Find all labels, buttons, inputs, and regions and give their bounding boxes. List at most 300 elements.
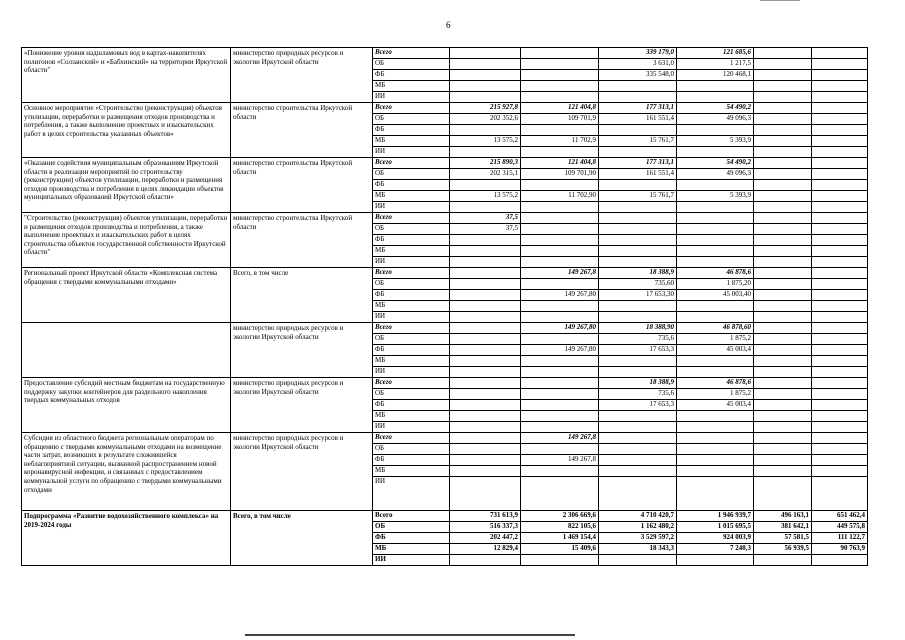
amount-cell [450,455,521,466]
amount-cell: 121 404,8 [521,103,599,114]
amount-cell: 18 388,9 [599,268,677,279]
amount-cell [754,334,812,345]
amount-cell: 49 096,3 [677,114,754,125]
amount-cell: 1 875,20 [677,279,754,290]
table-row [22,511,868,522]
funding-source-cell: МБ [373,81,450,92]
amount-cell: 11 702,9 [521,136,599,147]
amount-cell [521,477,599,511]
amount-cell [812,213,868,224]
amount-cell [754,169,812,180]
amount-cell: 46 878,60 [677,323,754,334]
amount-cell [450,411,521,422]
amount-cell [812,444,868,455]
amount-cell [450,555,521,566]
amount-cell: 202 315,1 [450,169,521,180]
amount-cell [599,411,677,422]
amount-cell [754,279,812,290]
amount-cell: 5 393,9 [677,191,754,202]
amount-cell: 17 653,3 [599,345,677,356]
amount-cell [754,224,812,235]
amount-cell [754,301,812,312]
amount-cell: 215 890,3 [450,158,521,169]
amount-cell [521,224,599,235]
amount-cell [450,279,521,290]
amount-cell: 18 388,90 [599,323,677,334]
amount-cell [677,455,754,466]
funding-source-cell: Всего [373,433,450,444]
funding-source-cell: Всего [373,511,450,522]
amount-cell [599,312,677,323]
amount-cell [754,103,812,114]
amount-cell [677,213,754,224]
amount-cell [812,136,868,147]
amount-cell: 120 468,1 [677,70,754,81]
activity-name: Предоставление субсидий местным бюджетам на государственную поддержку закупки контейнеров для раздельного накопления твердых коммунальных отходов [22,378,231,433]
amount-cell [521,125,599,136]
amount-cell [754,158,812,169]
amount-cell [812,70,868,81]
amount-cell [754,323,812,334]
amount-cell [677,477,754,511]
top-edge-mark [760,0,800,2]
amount-cell [450,422,521,433]
executor-name: министерство строительства Иркутской области [231,158,373,213]
amount-cell [677,202,754,213]
amount-cell [812,268,868,279]
amount-cell: 17 653,3 [599,400,677,411]
amount-cell [521,246,599,257]
activity-name: Субсидия из областного бюджета региональным операторам по обращению с твердыми коммунальными отходами на возмещение части затрат, возникших в результате сложившейся неблагоприятной ситуации, вызванной распространением новой коронавирусной инфекции, и связанных с предоставлением коммунальной услуги по обращению с твердыми коммунальными отходами [22,433,231,511]
amount-cell [599,213,677,224]
funding-source-cell: ОБ [373,334,450,345]
amount-cell [599,477,677,511]
amount-cell [521,555,599,566]
amount-cell: 17 653,30 [599,290,677,301]
funding-source-cell: Всего [373,268,450,279]
amount-cell: 161 551,4 [599,114,677,125]
funding-source-cell: ОБ [373,169,450,180]
funding-source-cell: МБ [373,246,450,257]
amount-cell [812,301,868,312]
table-row [22,158,868,169]
amount-cell [754,246,812,257]
funding-source-cell: Всего [373,378,450,389]
amount-cell: 161 551,4 [599,169,677,180]
funding-source-cell: ИИ [373,477,450,511]
amount-cell [599,367,677,378]
table-row [22,323,868,334]
amount-cell [677,411,754,422]
amount-cell [812,114,868,125]
executor-name: министерство природных ресурсов и экологии Иркутской области [231,433,373,511]
amount-cell: 54 490,2 [677,158,754,169]
funding-source-cell: МБ [373,411,450,422]
amount-cell [450,147,521,158]
funding-source-cell: ФБ [373,400,450,411]
amount-cell [812,422,868,433]
amount-cell [599,235,677,246]
amount-cell [812,477,868,511]
amount-cell [599,180,677,191]
amount-cell [754,411,812,422]
amount-cell: 177 313,1 [599,158,677,169]
amount-cell [450,202,521,213]
amount-cell: 7 240,3 [677,544,754,555]
amount-cell: 12 829,4 [450,544,521,555]
amount-cell [812,400,868,411]
amount-cell: 735,6 [599,389,677,400]
amount-cell [754,235,812,246]
amount-cell [521,235,599,246]
funding-source-cell: ФБ [373,180,450,191]
amount-cell: 37,5 [450,224,521,235]
amount-cell [812,169,868,180]
amount-cell [812,466,868,477]
funding-source-cell: Всего [373,213,450,224]
amount-cell [450,70,521,81]
amount-cell: 149 267,80 [521,345,599,356]
amount-cell [812,312,868,323]
amount-cell [812,279,868,290]
funding-source-cell: ИИ [373,257,450,268]
amount-cell [521,180,599,191]
amount-cell: 111 122,7 [812,533,868,544]
amount-cell [812,378,868,389]
amount-cell [754,213,812,224]
amount-cell [599,455,677,466]
funding-source-cell: Всего [373,48,450,59]
funding-source-cell: ИИ [373,147,450,158]
funding-source-cell: ОБ [373,224,450,235]
table-row [22,378,868,389]
amount-cell [812,180,868,191]
amount-cell [754,477,812,511]
amount-cell [521,367,599,378]
amount-cell [521,356,599,367]
funding-source-cell: ФБ [373,290,450,301]
amount-cell: 215 927,8 [450,103,521,114]
executor-name: Всего, в том числе [231,511,373,566]
amount-cell [812,59,868,70]
amount-cell: 45 003,4 [677,345,754,356]
amount-cell: 202 447,2 [450,533,521,544]
amount-cell [812,81,868,92]
amount-cell: 449 575,8 [812,522,868,533]
amount-cell [677,367,754,378]
amount-cell: 5 393,9 [677,136,754,147]
financing-table [21,47,868,566]
amount-cell: 45 003,4 [677,400,754,411]
amount-cell [812,235,868,246]
amount-cell [754,290,812,301]
amount-cell [599,125,677,136]
funding-source-cell: МБ [373,136,450,147]
amount-cell: 335 548,0 [599,70,677,81]
table-row [22,268,868,279]
amount-cell [450,180,521,191]
amount-cell [521,411,599,422]
amount-cell: 822 105,6 [521,522,599,533]
activity-name [22,323,231,378]
amount-cell: 13 575,2 [450,136,521,147]
executor-name: министерство природных ресурсов и экологии Иркутской области [231,48,373,103]
amount-cell: 1 162 480,2 [599,522,677,533]
amount-cell [599,433,677,444]
amount-cell [812,290,868,301]
amount-cell [450,246,521,257]
amount-cell [521,279,599,290]
amount-cell [677,444,754,455]
amount-cell: 339 179,0 [599,48,677,59]
funding-source-cell: ФБ [373,235,450,246]
amount-cell: 731 613,9 [450,511,521,522]
executor-name: министерство строительства Иркутской области [231,103,373,158]
amount-cell [521,257,599,268]
funding-source-cell: ИИ [373,92,450,103]
funding-source-cell: МБ [373,301,450,312]
amount-cell: 57 581,5 [754,533,812,544]
amount-cell: 15 761,7 [599,136,677,147]
amount-cell [677,81,754,92]
amount-cell [677,466,754,477]
amount-cell: 46 878,6 [677,378,754,389]
amount-cell [754,312,812,323]
amount-cell [812,455,868,466]
amount-cell [599,466,677,477]
amount-cell: 516 337,3 [450,522,521,533]
amount-cell [754,147,812,158]
table-row [22,103,868,114]
amount-cell [812,158,868,169]
amount-cell: 15 409,6 [521,544,599,555]
amount-cell [812,433,868,444]
amount-cell [812,356,868,367]
amount-cell [599,202,677,213]
amount-cell: 2 306 669,6 [521,511,599,522]
amount-cell: 1 469 154,4 [521,533,599,544]
amount-cell [521,59,599,70]
amount-cell: 11 702,90 [521,191,599,202]
amount-cell [521,301,599,312]
amount-cell [599,422,677,433]
funding-source-cell: МБ [373,544,450,555]
amount-cell [812,202,868,213]
amount-cell [450,345,521,356]
amount-cell: 496 163,1 [754,511,812,522]
amount-cell [450,334,521,345]
amount-cell: 149 267,8 [521,433,599,444]
amount-cell [677,246,754,257]
amount-cell [754,466,812,477]
amount-cell [754,433,812,444]
amount-cell [754,125,812,136]
amount-cell [521,400,599,411]
amount-cell [450,378,521,389]
amount-cell [599,92,677,103]
amount-cell [599,301,677,312]
activity-name: Основное мероприятие «Строительство (реконструкция) объектов утилизации, переработки и размещения отходов производства и потребления, а также выполнение проектных и изыскательских работ в целях строительства указанных объектов» [22,103,231,158]
amount-cell [677,312,754,323]
amount-cell [521,378,599,389]
amount-cell: 109 701,9 [521,114,599,125]
amount-cell: 149 267,8 [521,268,599,279]
amount-cell: 3 631,0 [599,59,677,70]
amount-cell: 1 875,2 [677,389,754,400]
amount-cell [677,180,754,191]
amount-cell [521,466,599,477]
amount-cell [450,290,521,301]
activity-name: "Строительство (реконструкция) объектов утилизации, переработки и размещения отходов производства и потребления, а также выполнение проектных и изыскательских работ в целях строительства объектов государственной собственности Иркутской области" [22,213,231,268]
amount-cell [812,257,868,268]
amount-cell: 18 388,9 [599,378,677,389]
amount-cell: 49 096,3 [677,169,754,180]
amount-cell [754,345,812,356]
amount-cell [677,301,754,312]
bottom-edge-mark [245,634,575,638]
funding-source-cell: ИИ [373,422,450,433]
funding-source-cell: ФБ [373,70,450,81]
amount-cell [754,70,812,81]
amount-cell: 1 015 695,5 [677,522,754,533]
amount-cell [677,125,754,136]
funding-source-cell: ОБ [373,59,450,70]
amount-cell [450,92,521,103]
amount-cell: 90 763,9 [812,544,868,555]
amount-cell [812,323,868,334]
amount-cell [450,257,521,268]
amount-cell [599,444,677,455]
amount-cell [450,59,521,70]
amount-cell [677,257,754,268]
amount-cell: 924 003,9 [677,533,754,544]
amount-cell [450,48,521,59]
amount-cell: 13 575,2 [450,191,521,202]
amount-cell [754,257,812,268]
amount-cell [450,235,521,246]
amount-cell: 4 710 420,7 [599,511,677,522]
amount-cell [754,356,812,367]
activity-name: «Оказание содействия муниципальным образованиям Иркутской области в реализации мероприятий по строительству (реконструкции) объектов утилизации, переработки и размещения отходов производства и потребления в целях ликвидации объектов муниципальных образований Иркутской области» [22,158,231,213]
amount-cell [521,92,599,103]
amount-cell [812,125,868,136]
amount-cell: 45 003,40 [677,290,754,301]
amount-cell [521,334,599,345]
amount-cell [599,81,677,92]
amount-cell: 54 490,2 [677,103,754,114]
amount-cell [754,81,812,92]
executor-name: министерство природных ресурсов и экологии Иркутской области [231,323,373,378]
amount-cell: 56 939,5 [754,544,812,555]
funding-source-cell: Всего [373,158,450,169]
amount-cell [812,345,868,356]
amount-cell: 149 267,80 [521,290,599,301]
amount-cell [450,444,521,455]
amount-cell [677,235,754,246]
amount-cell: 177 313,1 [599,103,677,114]
amount-cell [754,367,812,378]
amount-cell [754,555,812,566]
amount-cell [677,433,754,444]
amount-cell [599,555,677,566]
funding-source-cell: ОБ [373,389,450,400]
funding-source-cell: ИИ [373,555,450,566]
amount-cell: 202 352,6 [450,114,521,125]
amount-cell [450,323,521,334]
amount-cell: 149 267,8 [521,455,599,466]
amount-cell [754,114,812,125]
amount-cell [812,92,868,103]
amount-cell [754,180,812,191]
amount-cell: 735,60 [599,279,677,290]
funding-source-cell: ОБ [373,444,450,455]
amount-cell: 15 761,7 [599,191,677,202]
amount-cell [521,202,599,213]
amount-cell [450,433,521,444]
funding-source-cell: ИИ [373,312,450,323]
amount-cell [754,444,812,455]
funding-source-cell: ИИ [373,202,450,213]
amount-cell [599,224,677,235]
activity-name: Региональный проект Иркутской области «Комплексная система обращения с твердыми коммунальными отходами» [22,268,231,323]
amount-cell [754,202,812,213]
amount-cell [812,48,868,59]
amount-cell: 1 875,2 [677,334,754,345]
amount-cell [677,356,754,367]
amount-cell: 3 529 597,2 [599,533,677,544]
amount-cell [599,147,677,158]
amount-cell [754,422,812,433]
table-row [22,48,868,59]
amount-cell [677,147,754,158]
amount-cell [812,555,868,566]
amount-cell [754,268,812,279]
amount-cell [812,191,868,202]
funding-source-cell: ФБ [373,125,450,136]
amount-cell [677,224,754,235]
amount-cell [521,81,599,92]
amount-cell [450,400,521,411]
executor-name: Всего, в том числе [231,268,373,323]
amount-cell: 109 701,90 [521,169,599,180]
amount-cell [450,477,521,511]
table-row [22,433,868,444]
table-row [22,213,868,224]
activity-name: Подпрограмма «Развитие водохозяйственного комплекса» на 2019-2024 годы [22,511,231,566]
funding-source-cell: ФБ [373,533,450,544]
amount-cell: 381 642,1 [754,522,812,533]
amount-cell [450,389,521,400]
amount-cell [754,191,812,202]
amount-cell [754,59,812,70]
amount-cell [450,356,521,367]
funding-source-cell: Всего [373,323,450,334]
funding-source-cell: ФБ [373,345,450,356]
amount-cell [812,367,868,378]
amount-cell [754,389,812,400]
funding-source-cell: ИИ [373,367,450,378]
amount-cell [450,466,521,477]
funding-source-cell: МБ [373,466,450,477]
funding-source-cell: ОБ [373,114,450,125]
amount-cell [677,555,754,566]
amount-cell: 121 685,6 [677,48,754,59]
table-body [22,48,868,566]
amount-cell [812,103,868,114]
executor-name: министерство природных ресурсов и экологии Иркутской области [231,378,373,433]
amount-cell [599,257,677,268]
amount-cell: 1 217,5 [677,59,754,70]
